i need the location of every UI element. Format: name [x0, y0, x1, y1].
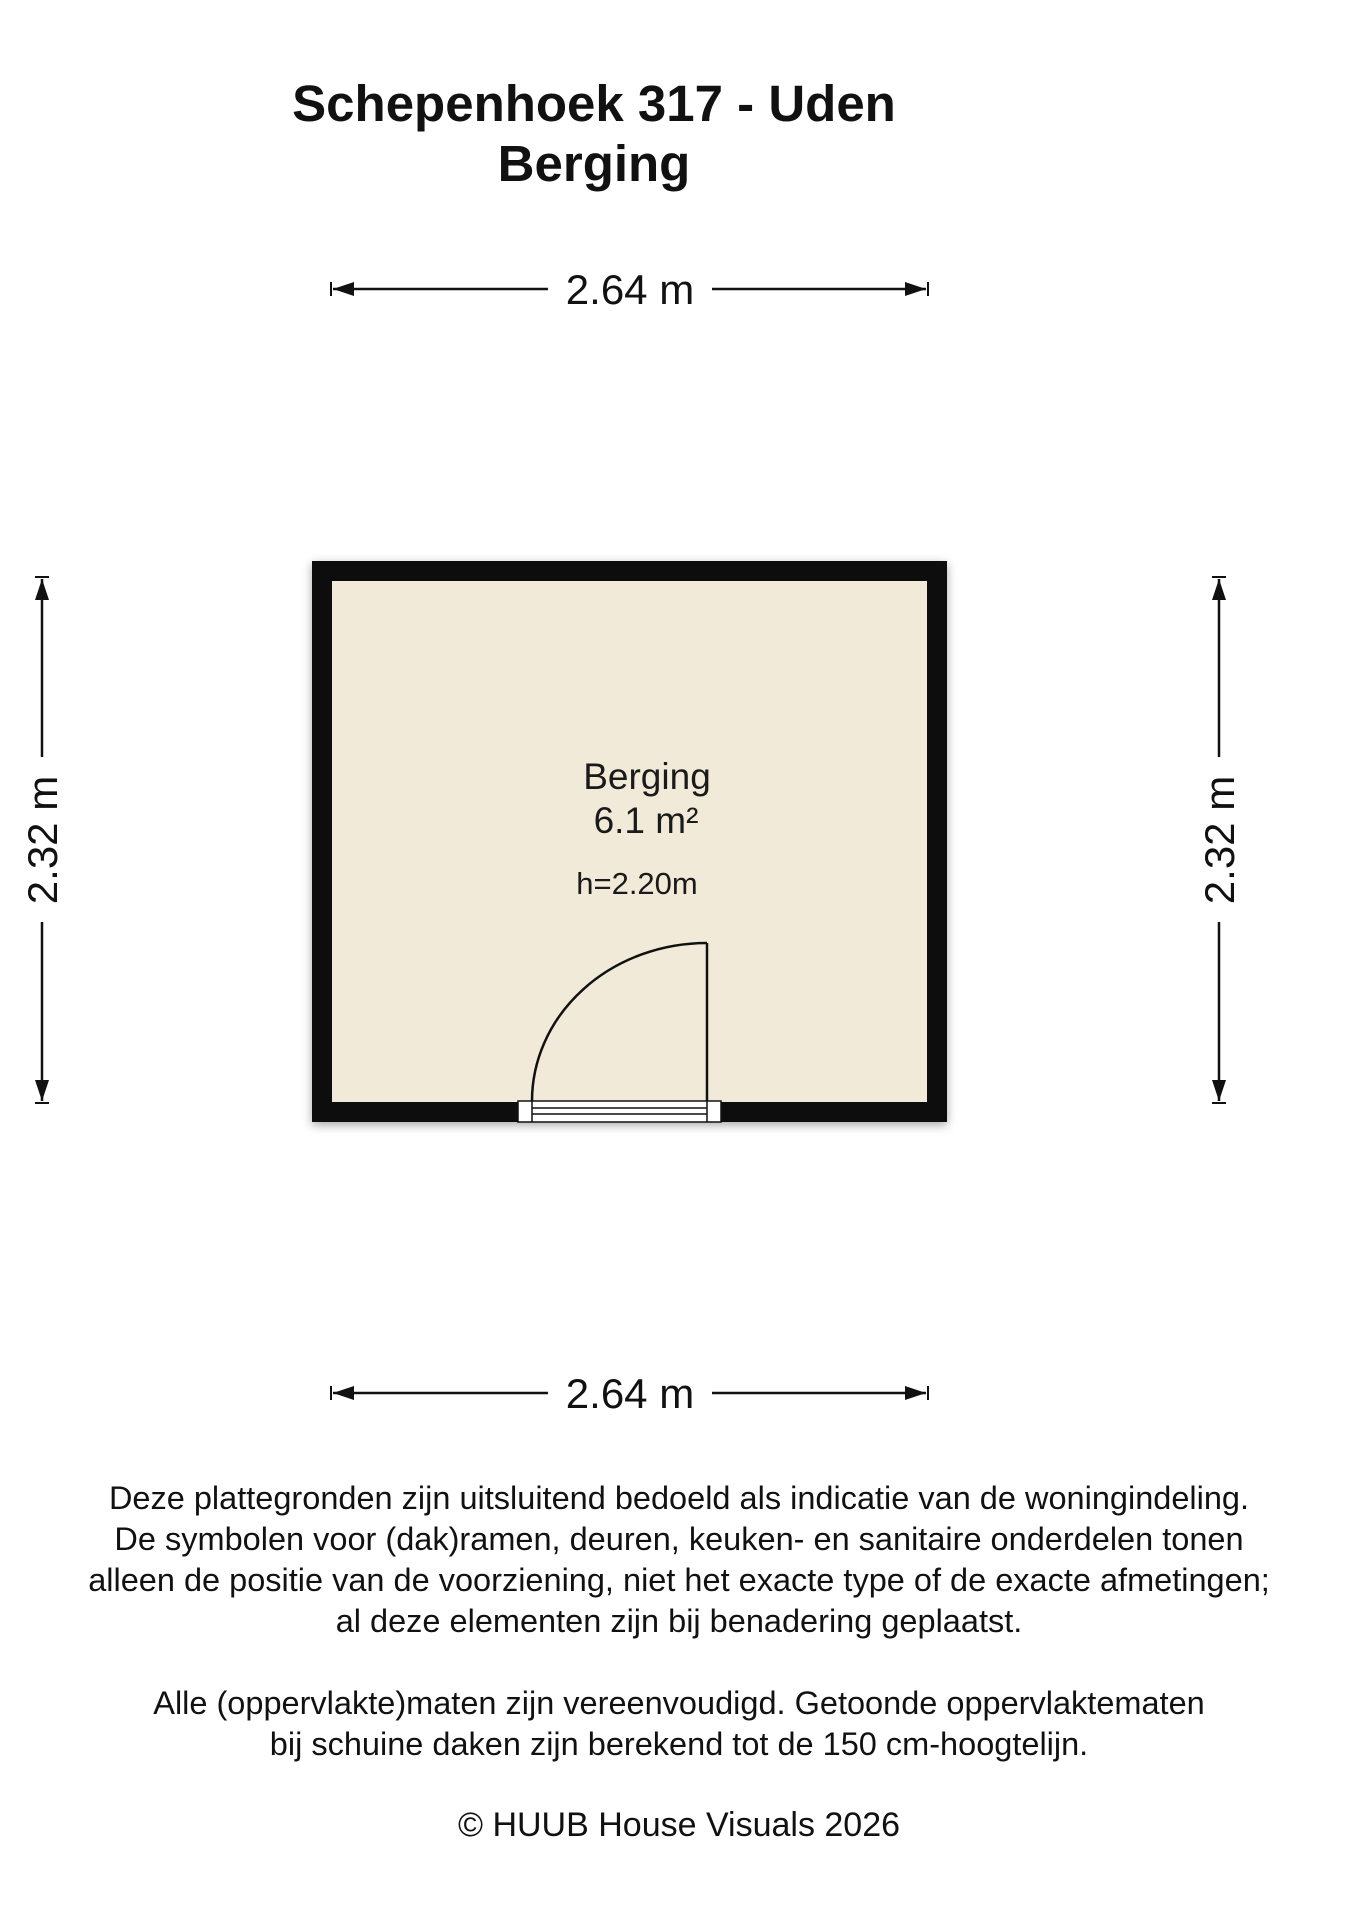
top-dimension-label: 2.64 m	[565, 266, 695, 313]
left-dimension-label: 2.32 m	[19, 775, 66, 905]
disclaimer-line: Alle (oppervlakte)maten zijn vereenvoudigd. Getoonde oppervlaktematen	[153, 1685, 1205, 1721]
left-dimension	[19, 577, 66, 1103]
room-floor	[332, 581, 927, 1102]
room-berging	[312, 561, 947, 1122]
disclaimer-line: bij schuine daken zijn berekend tot de 150 cm-hoogtelijn.	[269, 1726, 1089, 1762]
bottom-dimension	[331, 1370, 928, 1417]
right-dimension-label: 2.32 m	[1196, 775, 1243, 905]
door-opening	[518, 1101, 721, 1122]
address-title: Schepenhoek 317 - Uden	[292, 75, 896, 132]
floor-title: Berging	[497, 135, 691, 192]
bottom-dimension-label: 2.64 m	[565, 1370, 695, 1417]
room-name: Berging	[583, 756, 711, 797]
room-area: 6.1 m²	[593, 800, 699, 841]
copyright: © HUUB House Visuals 2026	[457, 1806, 901, 1844]
top-arrow-left	[333, 282, 354, 296]
disclaimer	[0, 1478, 1358, 1765]
disclaimer-line: alleen de positie van de voorziening, niet het exacte type of de exacte afmetingen;	[88, 1562, 1270, 1598]
room-height: h=2.20m	[576, 866, 698, 901]
disclaimer-line: Deze plattegronden zijn uitsluitend bedoeld als indicatie van de woningindeling.	[108, 1480, 1250, 1516]
disclaimer-line: al deze elementen zijn bij benadering geplaatst.	[335, 1603, 1023, 1639]
top-dimension	[331, 266, 928, 313]
top-arrow-right	[905, 282, 926, 296]
disclaimer-paragraph-2	[0, 1683, 1358, 1765]
disclaimer-paragraph-1	[0, 1478, 1358, 1642]
disclaimer-line: De symbolen voor (dak)ramen, deuren, keuken- en sanitaire onderdelen tonen	[114, 1521, 1244, 1557]
right-dimension	[1196, 577, 1243, 1103]
